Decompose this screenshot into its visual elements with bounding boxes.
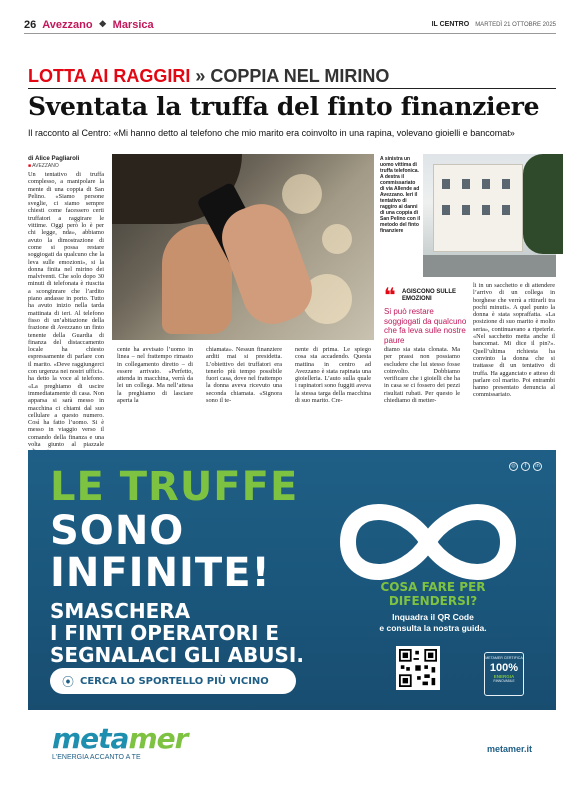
issue-date: MARTEDÌ 21 OTTOBRE 2025 (475, 21, 556, 28)
ad-instruction-line: Inquadra il QR Code (392, 612, 474, 622)
quote-icon: ❝ (384, 283, 396, 307)
location-dot-icon: ■ (28, 163, 32, 169)
photo-window (482, 179, 490, 189)
ad-sub-line: I FINTI OPERATORI E (50, 621, 280, 645)
location-tag (28, 163, 59, 169)
logo-part-1: meta (52, 722, 129, 755)
main-photo (112, 154, 374, 340)
kicker-rule (28, 88, 556, 89)
ad-headline-1: LE TRUFFE (50, 464, 299, 510)
byline: di Alice Pagliaroli (28, 155, 80, 162)
photo-tree (523, 154, 563, 254)
kicker-arrows: » (195, 66, 206, 86)
subhead: Il racconto al Centro: «Mi hanno detto al telefono che mio marito era coinvolto in una rapina, volevano gioielli e bancomat» (28, 128, 515, 138)
badge-energy: ENERGIA (493, 674, 515, 679)
article-column-5: diamo sia stata clonata. Ma per prassi non possiamo escludere che lui stesso fosse coinvolto. Dobbiamo verificare che i gioielli che ha in casa se ci fossero dei pezzi risultati rubati. Per questo le chiediamo di metter- (384, 346, 460, 405)
advertisement[interactable] (28, 450, 556, 710)
side-photo (423, 154, 556, 277)
location-pin-icon: ⦿ (62, 674, 75, 689)
newspaper-name: IL CENTRO (431, 21, 470, 28)
photo-caption: A sinistra un uomo vittima di truffa telefonica. A destra il commissariato di via Allende ad Avezzano. Ieri il tentativo di raggiro ai danni di una coppia di San Pelino con il metodo del finto finanziere (380, 156, 421, 234)
instagram-icon[interactable]: ◎ (509, 462, 518, 471)
kicker-dark: COPPIA NEL MIRINO (210, 66, 390, 86)
ad-social-icons (509, 462, 542, 471)
subsection-name: Marsica (112, 18, 154, 31)
headline: Sventata la truffa del finto finanziere (28, 92, 540, 121)
ad-sub-line: SMASCHERA (50, 599, 191, 623)
qr-code-icon (399, 649, 437, 687)
ad-sub-line: SEGNALACI GLI ABUSI. (50, 643, 304, 667)
infinity-icon (328, 492, 528, 592)
photo-bokeh (322, 224, 352, 254)
page-number: 26 (24, 18, 37, 31)
photo-window (462, 205, 470, 215)
badge-top: METAMER CERTIFICA (485, 656, 523, 660)
photo-building (433, 164, 523, 252)
website-link[interactable]: metamer.it (486, 744, 532, 754)
ad-question-line: COSA FARE PER (380, 580, 486, 594)
brand-tagline: L'ENERGIA ACCANTO A TE (52, 754, 141, 761)
separator-icon: ❖ (98, 19, 107, 29)
photo-road (423, 255, 556, 277)
ad-subheadline (50, 600, 304, 666)
linkedin-icon[interactable]: in (533, 462, 542, 471)
article-column-4: nente di prima. Le spiego cosa sta accadendo. Questa mattina in centro ad Avezzano è stata rapinata una gioielleria. L’auto sulla quale i rapinatori sono fuggiti aveva la stessa targa della macchina di suo marito. Cre- (295, 346, 371, 405)
photo-window (482, 205, 490, 215)
kicker (28, 66, 389, 87)
header-left (24, 19, 154, 31)
qr-code[interactable] (396, 646, 440, 690)
article-column-2: cente ha avvisato l’uomo in linea – nel frattempo rimasto in collegamento diretto – di essere arrivato. «Perfetto, attenda in macchina, verrà da lei un collega. Ma nell’attesa la preghiamo di lasciare aperta la (117, 346, 193, 405)
logo-part-2: mer (128, 722, 188, 755)
facebook-icon[interactable]: f (521, 462, 530, 471)
photo-window (502, 179, 510, 189)
photo-bokeh (282, 174, 322, 214)
kicker-red: LOTTA AI RAGGIRI (28, 66, 191, 86)
badge-percent: 100% (489, 662, 519, 674)
ad-cta-label: CERCA LO SPORTELLO PIÙ VICINO (80, 675, 269, 687)
ad-instruction (348, 612, 518, 633)
metamer-logo[interactable] (52, 722, 187, 755)
ad-cta-button[interactable] (50, 668, 296, 694)
photo-window (462, 179, 470, 189)
renewable-badge (484, 652, 524, 696)
ad-question (348, 580, 518, 608)
ad-footer (28, 710, 556, 772)
article-column-1: Un tentativo di truffa complesso, a manipolare la mente di una coppia di San Pelino. «Siamo persone sveglie, ci siamo sempre chiesti come facessero certi truffatori a raggirare le vittime. Oggi però lo è per chi legge, nda», abbiamo avuto la dimostrazione di come si possa restare soggiogati da qualcuno che la leva sulle emozioni», si la donna finita nel mirino dei malviventi. Che solo dopo 30 minuti di telefonata è riuscita a sconginrare che l’ardito piano andasse in porto. Tutto ha avuto inizio nella tarda mattinata di ieri. Al telefono fisso di un’abitazione della frazione di Avezzano un finto tenente della Guardia di finanza del distaccamento locale ha chiesto espressamente di parlare con il marito. «Deve raggiungerci con urgenza nei nostri uffici». ha detto la voce al telefono. «La preghiamo di uscire immediatamente di casa. Non apparsa si sarà messo in macchina ci chiami dal suo cellulare a questo numero. Così ha fatto l’uomo. Si è messo in viaggio verso il comando della finanza e una volta giunto al piazzale (28, 171, 104, 448)
section-name: Avezzano (42, 18, 93, 31)
location-name: AVEZZANO (32, 163, 59, 169)
photo-window (442, 205, 450, 215)
ad-instruction-line: e consulta la nostra guida. (379, 622, 487, 633)
article-column-6: li in un sacchetto e di attendere l’arrivo di un collega in borghese che verrà a ritirarli tra pochi minuti». A quel punto la donna è stata sopraffatta. «La posizione di suo marito è molto seria», continuavano a ripeterle. «Nel sacchetto metta anche il bancomat. Mi dice il pin?». Quell’ultima richiesta ha convinto la donna che si trattasse di un tentativo di truffa. Ha agganciato e atteso di parlare col marito. Poi entrambi hanno presentato denuncia al commissariato. (473, 282, 555, 399)
ad-headline-2: SONO (50, 508, 185, 554)
ad-question-line: DIFENDERSI? (388, 594, 478, 608)
badge-sub: RINNOVABILE (493, 679, 515, 683)
quote-text: Si può restare soggiogati da qualcuno che fa leva sulle nostre paure (384, 307, 467, 345)
ad-headline-3: INFINITE! (50, 550, 271, 596)
photo-window (502, 205, 510, 215)
photo-window (442, 179, 450, 189)
header-right (432, 21, 556, 28)
page-header (24, 18, 556, 34)
quote-title: AGISCONO SULLE EMOZIONI (402, 289, 457, 302)
article-column-3: chiamata». Nessun finanziere arditi mai si presidetta. L’obiettivo dei truffatori era tenerlo più tempo possibile fuori casa, dove nel frattempo la donna aveva ricevuto una seconda chiamata. «Signora sono il te- (206, 346, 282, 405)
